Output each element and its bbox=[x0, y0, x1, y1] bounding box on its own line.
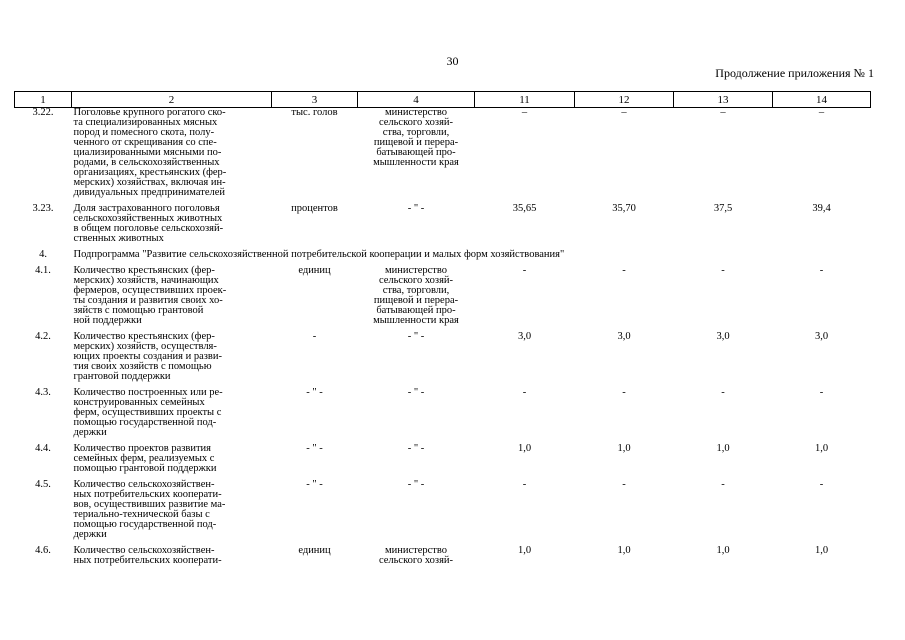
value-col-12-text: - bbox=[622, 479, 626, 490]
row-number-text: 3.23. bbox=[32, 203, 54, 214]
value-col-14-text: 1,0 bbox=[814, 545, 829, 556]
executor-text: министерство сельского хозяй- ства, торговли, пищевой и перера- батывающей про- мышленности края bbox=[373, 107, 459, 168]
value-col-12 bbox=[575, 540, 674, 566]
executor-text: - " - bbox=[407, 387, 425, 398]
value-col-11 bbox=[475, 382, 575, 438]
header-col-12: 12 bbox=[575, 92, 674, 108]
value-col-12 bbox=[575, 198, 674, 244]
value-col-14 bbox=[773, 326, 871, 382]
unit-of-measure bbox=[272, 540, 358, 566]
unit-of-measure-text: - " - bbox=[306, 479, 323, 490]
executor bbox=[358, 382, 475, 438]
executor bbox=[358, 540, 475, 566]
value-col-12 bbox=[575, 326, 674, 382]
value-col-12-text: 1,0 bbox=[617, 545, 631, 556]
table-row bbox=[15, 326, 871, 382]
executor bbox=[358, 260, 475, 326]
row-number-text: 4.3. bbox=[35, 387, 51, 398]
value-col-14 bbox=[773, 108, 871, 199]
header-row bbox=[15, 92, 871, 108]
value-col-13-text: 37,5 bbox=[713, 203, 733, 214]
unit-of-measure-text: единиц bbox=[298, 265, 331, 276]
indicator-name bbox=[72, 108, 272, 199]
table-row bbox=[15, 382, 871, 438]
header-col-13: 13 bbox=[674, 92, 773, 108]
value-col-14 bbox=[773, 382, 871, 438]
row-number-text: 4.6. bbox=[35, 545, 51, 556]
table-row bbox=[15, 198, 871, 244]
page-number: 30 bbox=[446, 54, 459, 68]
value-col-14-text: - bbox=[819, 387, 824, 398]
unit-of-measure-text: процентов bbox=[291, 203, 338, 214]
header-col-1: 1 bbox=[15, 92, 72, 108]
continuation-note: Продолжение приложения № 1 bbox=[715, 66, 874, 80]
unit-of-measure bbox=[272, 260, 358, 326]
executor bbox=[358, 198, 475, 244]
value-col-11-text: 3,0 bbox=[517, 331, 532, 342]
value-col-13 bbox=[674, 198, 773, 244]
unit-of-measure bbox=[272, 198, 358, 244]
table-row bbox=[15, 438, 871, 474]
value-col-13-text: - bbox=[721, 479, 725, 490]
header-col-11: 11 bbox=[475, 92, 575, 108]
unit-of-measure bbox=[272, 438, 358, 474]
value-col-11 bbox=[475, 108, 575, 199]
value-col-11-text: 1,0 bbox=[517, 443, 532, 454]
row-number bbox=[15, 382, 72, 438]
value-col-12 bbox=[575, 474, 674, 540]
indicator-name bbox=[72, 438, 272, 474]
indicators-table bbox=[14, 91, 871, 566]
row-number bbox=[15, 540, 72, 566]
indicator-name-text: Количество сельскохозяйствен- ных потребительских кооперати- вов, осуществивших развитие ма- териально-технической базы с помощью государственной под- держки bbox=[73, 479, 226, 540]
unit-of-measure bbox=[272, 382, 358, 438]
value-col-11-text: - bbox=[522, 479, 527, 490]
row-number bbox=[15, 260, 72, 326]
value-col-13 bbox=[674, 326, 773, 382]
indicator-name-text: Количество сельскохозяйствен- ных потребительских кооперати- bbox=[73, 545, 222, 566]
value-col-14 bbox=[773, 474, 871, 540]
value-col-12 bbox=[575, 438, 674, 474]
header-col-3: 3 bbox=[272, 92, 358, 108]
value-col-13-text: - bbox=[721, 265, 725, 276]
row-number bbox=[15, 438, 72, 474]
value-col-12 bbox=[575, 108, 674, 199]
indicator-name bbox=[72, 382, 272, 438]
value-col-11-text: – bbox=[521, 107, 528, 118]
value-col-13 bbox=[674, 474, 773, 540]
value-col-11 bbox=[475, 474, 575, 540]
table-row bbox=[15, 108, 871, 199]
value-col-14-text: 39,4 bbox=[812, 203, 831, 214]
indicator-name bbox=[72, 326, 272, 382]
unit-of-measure bbox=[272, 108, 358, 199]
executor-text: министерство сельского хозяй- ства, торговли, пищевой и перера- батывающей про- мышленности края bbox=[373, 265, 459, 326]
row-number-text: 4.5. bbox=[35, 479, 51, 490]
executor bbox=[358, 474, 475, 540]
indicator-name-text: Доля застрахованного поголовья сельскохозяйственных животных в общем поголовье сельскохозяй- ственных животных bbox=[73, 203, 224, 244]
value-col-14-text: - bbox=[819, 265, 824, 276]
value-col-11-text: - bbox=[522, 387, 527, 398]
value-col-12 bbox=[575, 382, 674, 438]
subprogram-title bbox=[72, 244, 871, 260]
value-col-14 bbox=[773, 198, 871, 244]
value-col-14-text: 3,0 bbox=[814, 331, 829, 342]
value-col-14 bbox=[773, 540, 871, 566]
indicator-name-text: Количество крестьянских (фер- мерских) хозяйств, начинающих фермеров, осуществивших проек- ты создания и развития своих хо- зяйств с помощью грантовой ной поддержки bbox=[73, 265, 227, 326]
value-col-13 bbox=[674, 108, 773, 199]
value-col-13-text: 3,0 bbox=[716, 331, 730, 342]
indicator-name-text: Количество построенных или ре- конструированных семейных ферм, осуществивших проекты с помощью государственной под- держки bbox=[73, 387, 223, 438]
value-col-13 bbox=[674, 540, 773, 566]
value-col-12-text: 1,0 bbox=[617, 443, 631, 454]
value-col-11 bbox=[475, 326, 575, 382]
value-col-11-text: 35,65 bbox=[512, 203, 537, 214]
row-number bbox=[15, 326, 72, 382]
executor bbox=[358, 108, 475, 199]
unit-of-measure-text: - " - bbox=[306, 443, 323, 454]
indicator-name bbox=[72, 198, 272, 244]
value-col-11-text: 1,0 bbox=[517, 545, 532, 556]
indicator-name-text: Количество проектов развития семейных ферм, реализуемых с помощью грантовой поддержки bbox=[73, 443, 217, 474]
unit-of-measure bbox=[272, 326, 358, 382]
indicator-name bbox=[72, 260, 272, 326]
unit-of-measure-text: - " - bbox=[306, 387, 323, 398]
table-row bbox=[15, 260, 871, 326]
table-row bbox=[15, 474, 871, 540]
executor bbox=[358, 438, 475, 474]
value-col-14-text: – bbox=[818, 107, 825, 118]
value-col-11 bbox=[475, 438, 575, 474]
value-col-14 bbox=[773, 438, 871, 474]
value-col-13 bbox=[674, 260, 773, 326]
row-number-text: 4.1. bbox=[35, 265, 51, 276]
unit-of-measure-text: тыс. голов bbox=[291, 107, 338, 118]
header-col-14: 14 bbox=[773, 92, 871, 108]
value-col-12-text: - bbox=[622, 265, 626, 276]
value-col-13-text: – bbox=[720, 107, 726, 118]
value-col-14-text: 1,0 bbox=[814, 443, 829, 454]
value-col-13 bbox=[674, 438, 773, 474]
row-number-text: 4. bbox=[39, 249, 47, 260]
value-col-13 bbox=[674, 382, 773, 438]
executor-text: - " - bbox=[407, 479, 425, 490]
value-col-14-text: - bbox=[819, 479, 824, 490]
indicator-name-text: Количество крестьянских (фер- мерских) хозяйств, осуществля- ющих проекты создания и разви- тия своих хозяйств с помощью грантовой поддержки bbox=[73, 331, 223, 382]
unit-of-measure-text: - bbox=[312, 331, 317, 342]
value-col-12-text: – bbox=[621, 107, 627, 118]
header-col-2: 2 bbox=[72, 92, 272, 108]
table-row bbox=[15, 540, 871, 566]
executor-text: министерство сельского хозяй- bbox=[378, 545, 454, 566]
row-number bbox=[15, 198, 72, 244]
executor bbox=[358, 326, 475, 382]
header-col-4: 4 bbox=[358, 92, 475, 108]
value-col-12-text: 35,70 bbox=[612, 203, 636, 214]
value-col-11 bbox=[475, 540, 575, 566]
value-col-12 bbox=[575, 260, 674, 326]
indicator-name bbox=[72, 474, 272, 540]
value-col-12-text: 3,0 bbox=[617, 331, 631, 342]
executor-text: - " - bbox=[407, 443, 425, 454]
subprogram-row bbox=[15, 244, 871, 260]
value-col-13-text: - bbox=[721, 387, 725, 398]
unit-of-measure bbox=[272, 474, 358, 540]
value-col-11-text: - bbox=[522, 265, 527, 276]
value-col-11 bbox=[475, 260, 575, 326]
row-number bbox=[15, 108, 72, 199]
value-col-12-text: - bbox=[622, 387, 626, 398]
value-col-14 bbox=[773, 260, 871, 326]
value-col-13-text: 1,0 bbox=[716, 443, 730, 454]
indicator-name-text: Поголовье крупного рогатого ско- та специализированных мясных пород и помесного скота, полу- ченного от скрещивания со спе- циализированными мясными по- родами, в сельскохозяйственных организациях, крестьянских (фер- мерских) хозяйствах, включая ин- дивидуальных предпринимателей bbox=[73, 107, 227, 198]
value-col-11 bbox=[475, 198, 575, 244]
executor-text: - " - bbox=[407, 331, 425, 342]
executor-text: - " - bbox=[407, 203, 425, 214]
row-number bbox=[15, 244, 72, 260]
row-number-text: 3.22. bbox=[32, 107, 54, 118]
indicator-name bbox=[72, 540, 272, 566]
row-number bbox=[15, 474, 72, 540]
value-col-13-text: 1,0 bbox=[716, 545, 730, 556]
row-number-text: 4.2. bbox=[35, 331, 51, 342]
row-number-text: 4.4. bbox=[35, 443, 51, 454]
unit-of-measure-text: единиц bbox=[298, 545, 331, 556]
subprogram-title-text: Подпрограмма "Развитие сельскохозяйственной потребительской кооперации и малых форм хозяйствования" bbox=[73, 249, 565, 260]
